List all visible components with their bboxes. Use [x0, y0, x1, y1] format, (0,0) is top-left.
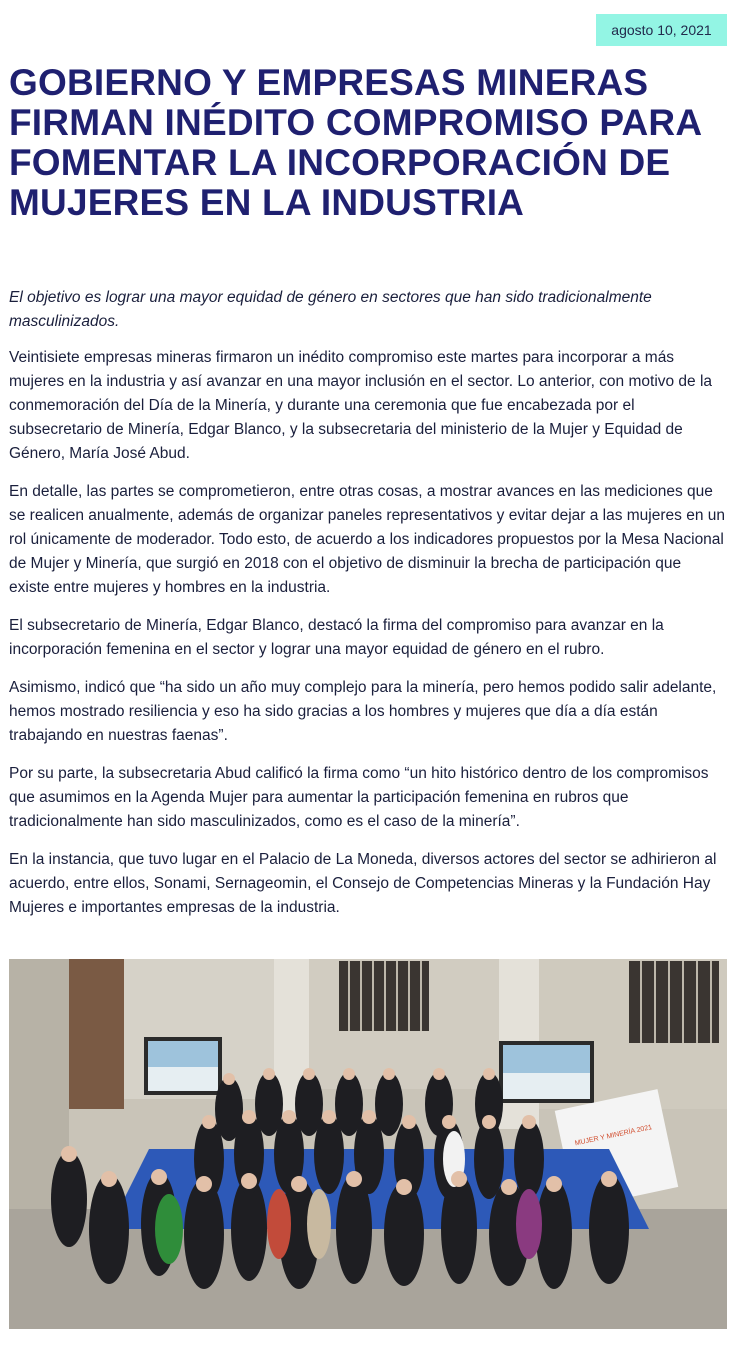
article-body: [9, 286, 725, 934]
date-badge: agosto 10, 2021: [596, 14, 727, 46]
article-paragraph: En detalle, las partes se comprometieron, entre otras cosas, a mostrar avances en las mediciones que se realicen anualmente, además de organizar paneles representativos y evitar dejar a las mujeres en un rol únicamente de moderador. Todo esto, de acuerdo a los indicadores propuestos por la Mesa Nacional de Mujer y Minería, que surgió en 2018 con el objetivo de disminuir la brecha de participación que existe entre mujeres y hombres en la industria.: [9, 483, 725, 596]
article-paragraph: En la instancia, que tuvo lugar en el Palacio de La Moneda, diversos actores del sector se adhirieron al acuerdo, entre ellos, Sonami, Sernageomin, el Consejo de Competencias Mineras y la Fundación Hay Mujeres e importantes empresas de la industria.: [9, 851, 717, 916]
article-title: GOBIERNO Y EMPRESAS MINERAS FIRMAN INÉDITO COMPROMISO PARA FOMENTAR LA INCORPORACIÓN DE MUJERES EN LA INDUSTRIA: [9, 62, 701, 223]
article-paragraph: Por su parte, la subsecretaria Abud calificó la firma como “un hito histórico dentro de los compromisos que asumimos en la Agenda Mujer para aumentar la participación femenina en rubros que tradicionalmente han sido masculinizados, como es el caso de la minería”.: [9, 765, 709, 830]
banner-text: MUJER Y MINERÍA 2021: [574, 1124, 653, 1148]
article-paragraph: El subsecretario de Minería, Edgar Blanco, destacó la firma del compromiso para avanzar en la incorporación femenina en el sector y lograr una mayor equidad de género en el rubro.: [9, 617, 664, 658]
article-photo: [9, 959, 727, 1329]
article-paragraph: Veintisiete empresas mineras firmaron un inédito compromiso este martes para incorporar a más mujeres en la industria y así avanzar en una mayor inclusión en el sector. Lo anterior, con motivo de la conmemoración del Día de la Minería, y durante una ceremonia que fue encabezada por el subsecretario de Minería, Edgar Blanco, y la subsecretaria del ministerio de la Mujer y Equidad de Género, María José Abud.: [9, 349, 713, 462]
article-lead: El objetivo es lograr una mayor equidad de género en sectores que han sido tradicionalmente masculinizados.: [9, 289, 652, 330]
article-paragraph: Asimismo, indicó que “ha sido un año muy complejo para la minería, pero hemos podido salir adelante, hemos mostrado resiliencia y eso ha sido gracias a los hombres y mujeres que día a día están trabajando en nuestras faenas”.: [9, 679, 717, 744]
